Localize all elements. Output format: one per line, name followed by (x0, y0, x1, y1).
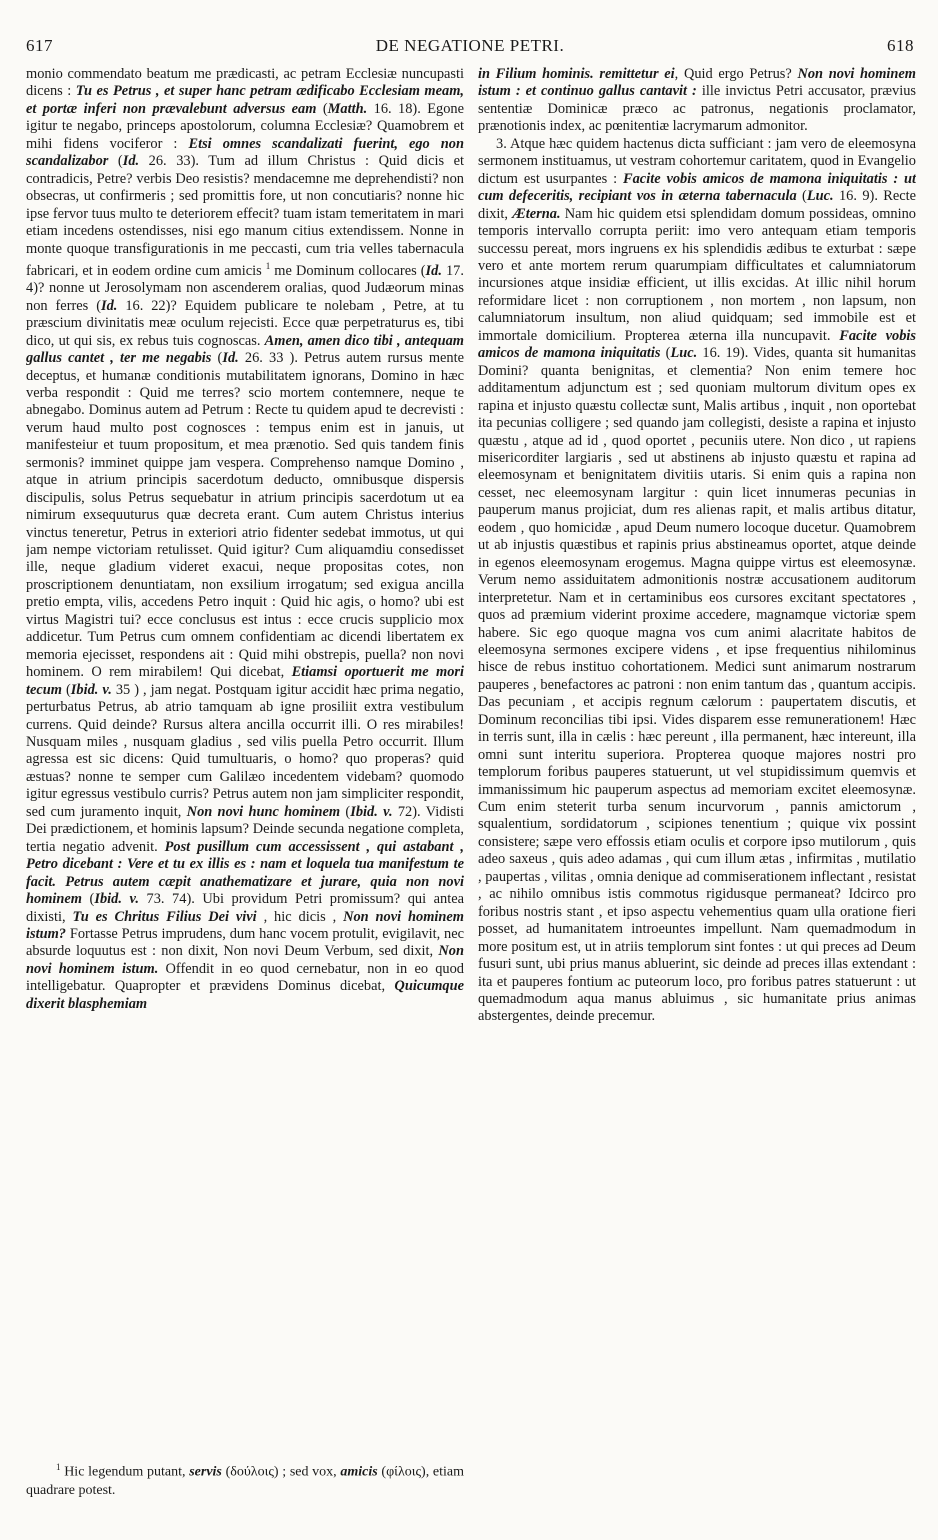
italic-run: Æterna. (512, 205, 561, 222)
italic-run: amicis (340, 1464, 378, 1480)
right-column (478, 66, 916, 1446)
italic-run: Post pusillum cum accessissent , qui astabant , Petro dicebant : Vere et tu ex illis es : nam et loquela tua manifestum te facit. Petrus autem cæpit anathematizare et jurare, quia non novi hominem (26, 838, 464, 908)
text-run: Nam hic quidem etsi splendidam domum possideas, omnino temporis intervallo corrupta periit: imo vero antequam etiam temporis successu pereat, mors ingruens ex his splendidis ædibus te exturbat : sæpe vero et ante mortem rerum quarumpiam difficultates et calumniatorum incursiones atque insidiæ efficient, ut illis excidas. At illic nihil horum reformidare licet : non corruptionem , non mortem , non lapsum, non calumniatorum insultum, non aliud quidquam; sed immobile est et immortale domicilium. Propterea æterna illa nuncupavit. (478, 205, 916, 344)
left-paragraph (26, 66, 464, 1013)
text-run: 17. 4)? nonne ut Jerosolymam non ascenderem oralias, quod Judæorum minas non ferres ( (26, 262, 464, 314)
page-number-right: 618 (887, 36, 914, 55)
italic-run: Ibid. v. (70, 681, 112, 698)
text-run: ( (660, 345, 671, 362)
italic-run: Id. (100, 297, 118, 314)
footnote-marker: 1 (265, 260, 271, 271)
footnote (26, 1458, 464, 1498)
text-run: 16. 9). Recte dixit, (478, 188, 916, 222)
text-run: ille invictus Petri accusator, prævius sententiæ Dominicæ præco ac patronus, negationis proclamator, prænotionis index, ac pœnitentiæ lacrymarum admonitor. (478, 83, 916, 135)
text-run: monio commendato beatum me prædicasti, ac petram Ecclesiæ nuncupasti dicens : (26, 66, 464, 100)
text-run: Offendit in eo quod cernebatur, non in eo quod intelligebatur. Quapropter et prævidens Dominus dicebat, (26, 960, 464, 995)
footnote-marker: 1 (56, 1462, 61, 1472)
italic-run: Luc. (670, 345, 698, 362)
italic-run: Matth. (327, 100, 368, 117)
running-title: DE NEGATIONE PETRI. (375, 36, 565, 55)
text-run: 26. 33 ). Petrus autem rursus mente deceptus, et humanæ conditionis mutabilitatem ignorans, Domino in hæc verba respondit : Quid me terres? scio mortem contemnere, neque te abnegabo. Dominus autem ad Petrum : Recte tu quidem apud te decrevisti : verum haud multo post cognosces : tempus enim est in januis, ut manifesteiur et tuum propositum, et mea prænotio. Sed quis tandem finis sermonis? imminet quippe jam vespera. Comprehenso namque Domino , atque in atrium principis sacerdotum deducto, omnibusque dispersis discipulis, solus Petrus sequebatur in atrium principis sacerdotum ut ea nimirum exsequuturus quæ decreta erant. Cum autem Christus interius vinctus teneretur, Petrus in exteriori atrio fidenter sedebat immotus, ut qui jam nempe victoriam retulisset. Quid igitur? Cum aliquamdiu consedisset ille, neque gladium videret exacui, neque propositas cotes, non proscriptionem denuntiatam, non exsilium irrogatum; sed exigua ancilla pretio empta, vilis, accedens Petro inquit : Quid hic agis, o homo? ubi est virtus Magistri tui? ecce conclusus est intus : ecce crucis supplicio mox addicetur. Tum Petrus cum omnem confidentiam ac dicendi libertatem ex memoria ejecisset, respondens ait : Quid mihi obstrepis, puella? non novi hominem. O rem mirabilem! Qui dicebat, (26, 350, 464, 681)
text-run: ( (340, 803, 351, 820)
italic-run: Quicumque dixerit blasphemiam (26, 978, 464, 1012)
italic-run: Luc. (806, 188, 834, 205)
left-column (26, 66, 464, 1446)
italic-run: Non novi hominem istum : et continuo gallus cantavit : (478, 66, 916, 100)
right-paragraph-2 (478, 136, 916, 1026)
italic-run: Tu es Chritus Filius Dei vivi (72, 908, 257, 925)
text-run: ( (796, 188, 807, 205)
text-run: ( (211, 350, 223, 367)
text-run: 16. 22)? Equidem publicare te nolebam , Petre, at tu præscium divinitatis meæ oculum rejecisti. Ecce quæ perpetraturus es, tibi dico, ut qui sis, ex rebus tuis cognoscas. (26, 297, 464, 349)
italic-run: Id. (222, 350, 239, 367)
italic-run: Non novi hominem istum? (26, 908, 464, 942)
text-run: 26. 33). Tum ad illum Christus : Quid dicis et contradicis, Petre? verbis Deo resistis? mendacemne me deprehendisti? non obsecras, ut confirmeris ; sed promittis fore, ut non concutiaris? nonne hic ipse fervor tuus multo te deteriorem effecit? tuam istam temeritatem in mari etiam incedens ostendisses, nisi ego manum citius extendissem. Nonne in monte quoque transfigurationis in me peccasti, cum tria velles tabernacula fabricari, et in eodem ordine cum amicis (26, 153, 464, 279)
text-run: 35 ) , jam negat. Postquam igitur accidit hæc prima negatio, perturbatus Petrus, ab atrio tamquam ab igne prosiliit extra vestibulum currens. Quid deinde? Rursus altera ancilla occurrit illi. O res mirabiles! Nusquam miles , nusquam gladius , sed vilis puella Petro occurrit. Illum agressa est sic dicens: Quid tumultuaris, o homo? quo properas? quid æstuas? nonne te semper cum Galilæo incedentem videbam? quomodo igitur egressus vestibulo curris? Petrus autem non jam simpliciter respondit, sed cum juramento inquit, (26, 681, 464, 820)
text-run: 3. Atque hæc quidem hactenus dicta sufficiant : jam vero de eleemosyna sermonem instituamus, ut vestram cohortemur caritatem, quod in Evangelio dictum est usurpantes : (478, 135, 916, 187)
italic-run: Etiamsi oportuerit me mori tecum (26, 664, 464, 698)
text-run: Fortasse Petrus imprudens, dum hanc vocem protulit, evigilavit, nec absurde loquutus est : non dixit, Non novi Deum Verbum, sed dixit, (26, 926, 464, 960)
text-run: Hic legendum putant, (60, 1464, 190, 1480)
page-number-left: 617 (26, 36, 53, 55)
text-run: 72). Vidisti Dei prædictionem, et hominis lapsum? Deinde secunda negatione completa, tertia negatio advenit. (26, 803, 464, 855)
text-run: ( (108, 153, 123, 170)
italic-run: Ibid. v. (350, 803, 393, 820)
italic-run: Tu es Petrus , et super hanc petram ædificabo Ecclesiam meam, et portæ inferi non prævalebunt adversus eam (26, 83, 464, 117)
text-run: 16. 19). Vides, quanta sit humanitas Domini? quanta benignitas, et clementia? Non enim temere hoc additamentum adjunctum est ; sed quoniam multorum divitum opes ex rapina et injusto quæstu collectæ sunt, Malis artibus , inquit , non oportebat ita pecunias colligere ; sed quando jam collegisti, desiste a rapina et injusto quæstu , atque ad id , quod oportet , pecuniis utere. Non dico , ut rapiens misericorditer largiaris , sed ut abstinens ab injusto quæstu et rapina ad eleemosynam et benignitatem divitiis utaris. Si enim quis a rapina non cesset, nec eleemosynam largitur : quin licet innumeras pecunias in pauperum manus projiciat, dum res alienas rapit, et malis artibus ditatur, eodem , quo homicidæ , apud Deum numero locoque ducetur. Quamobrem ut ab injustis quæstibus et rapinis prius abstineamus oportet, atque deinde in egenos eleemosynam erogemus. Magna quippe virtus est eleemosynæ. Verum nemo assiduitatem admonitionis nostræ accusationem auditorum interpretetur. Nam et in certaminibus eos cursores excitant spectatores , quos ad præmium viderint proxime accedere, magnamque victoriæ spem habere. Sic ego quoque magna vos cum animi alacritate habitos de eleemosyna sermones excipere videns , et ipse frequentius nihilominus hisce de rebus instituo cohortationem. Medici sunt animarum nostrarum pauperes , benefactores ac patroni : non enim tantum das , quantum accipis. Das pecuniam , et accipis regnum cælorum : paupertatem discutis, et Dominum reconcilias tibi ipsi. Vides disparem esse remunerationem! Hæc in terris sunt, illa in cælis : hæc pereunt , illa permanent, hæc intereunt, illa omni sunt interitu superiora. Propterea quoque majores nostri pro templorum foribus pauperes statuerunt, ut vel stupidissimum quemvis et immanissimum hic pauperum aspectus ad memoriam excitet eleemosynæ. Cum enim steterit turba senum incurvorum , pannis amictorum , squalentium, sordidatorum , scipiones tenentium ; quique vix possint consistere; sæpe vero effossis etiam oculis et corpore ipso mutilorum , quis adeo saxeus , quis adeo adamas , qui cum illum ætas , infirmitas , mutilatio , paupertas , vilitas , omnia denique ad commiserationem inflectant , resistat , ac nihilo omnibus istis commotus rigidusque permaneat? Idcirco pro foribus nostris stant , et ipso aspectu vehementius quam ulla oratione fieri posset, ad humanitatem introeuntes impellunt. Nam quemadmodum in more positum est, ut in atriis templorum sint fontes : ut qui preces ad Deum fusuri sunt, ubi prius manus abluerint, sic deinde ad preces illas extendant : ita et pauperes fontium ac puteorum loco, pro foribus patres statuerunt : ut quemadmodum aqua manus abluimus , sic humanitate prius animas abstergentes, deinde precemur. (478, 345, 916, 1025)
text-run: ( (81, 891, 95, 908)
italic-run: Id. (122, 153, 140, 170)
text-run: , hic dicis , (256, 908, 344, 925)
italic-run: Amen, amen dico tibi , antequam gallus cantet , ter me negabis (26, 332, 464, 367)
italic-run: in Filium hominis. remittetur ei (478, 66, 675, 82)
text-run: me Dominum collocares ( (270, 262, 426, 279)
italic-run: Non novi hominem istum. (26, 943, 464, 977)
italic-run: Non novi hunc hominem (186, 803, 341, 820)
italic-run: Facite vobis amicos de mamona iniquitatis (478, 327, 916, 362)
text-run: ( (61, 681, 71, 698)
italic-run: Facite vobis amicos de mamona iniquitatis : ut cum defeceritis, recipiant vos in æterna tabernacula (478, 170, 916, 205)
italic-run: Id. (425, 262, 442, 279)
text-run: 73. 74). Ubi providum Petri promissum? qui antea dixisti, (26, 891, 464, 925)
italic-run: Etsi omnes scandalizati fuerint, ego non scandalizabor (26, 135, 464, 170)
running-header (26, 36, 914, 58)
italic-run: servis (189, 1464, 222, 1480)
text-run: (φίλοις), etiam quadrare potest. (26, 1464, 464, 1498)
text-run: ( (316, 100, 328, 117)
text-run: (δούλοις) ; sed vox, (221, 1464, 341, 1480)
text-run: 16. 18). Egone igitur te negabo, princeps apostolorum, columna Ecclesiæ? Quamobrem et mihi fidens vociferor : (26, 100, 464, 152)
italic-run: Ibid. v. (94, 891, 139, 908)
right-paragraph-1 (478, 66, 916, 136)
text-run: , Quid ergo Petrus? (674, 66, 798, 82)
